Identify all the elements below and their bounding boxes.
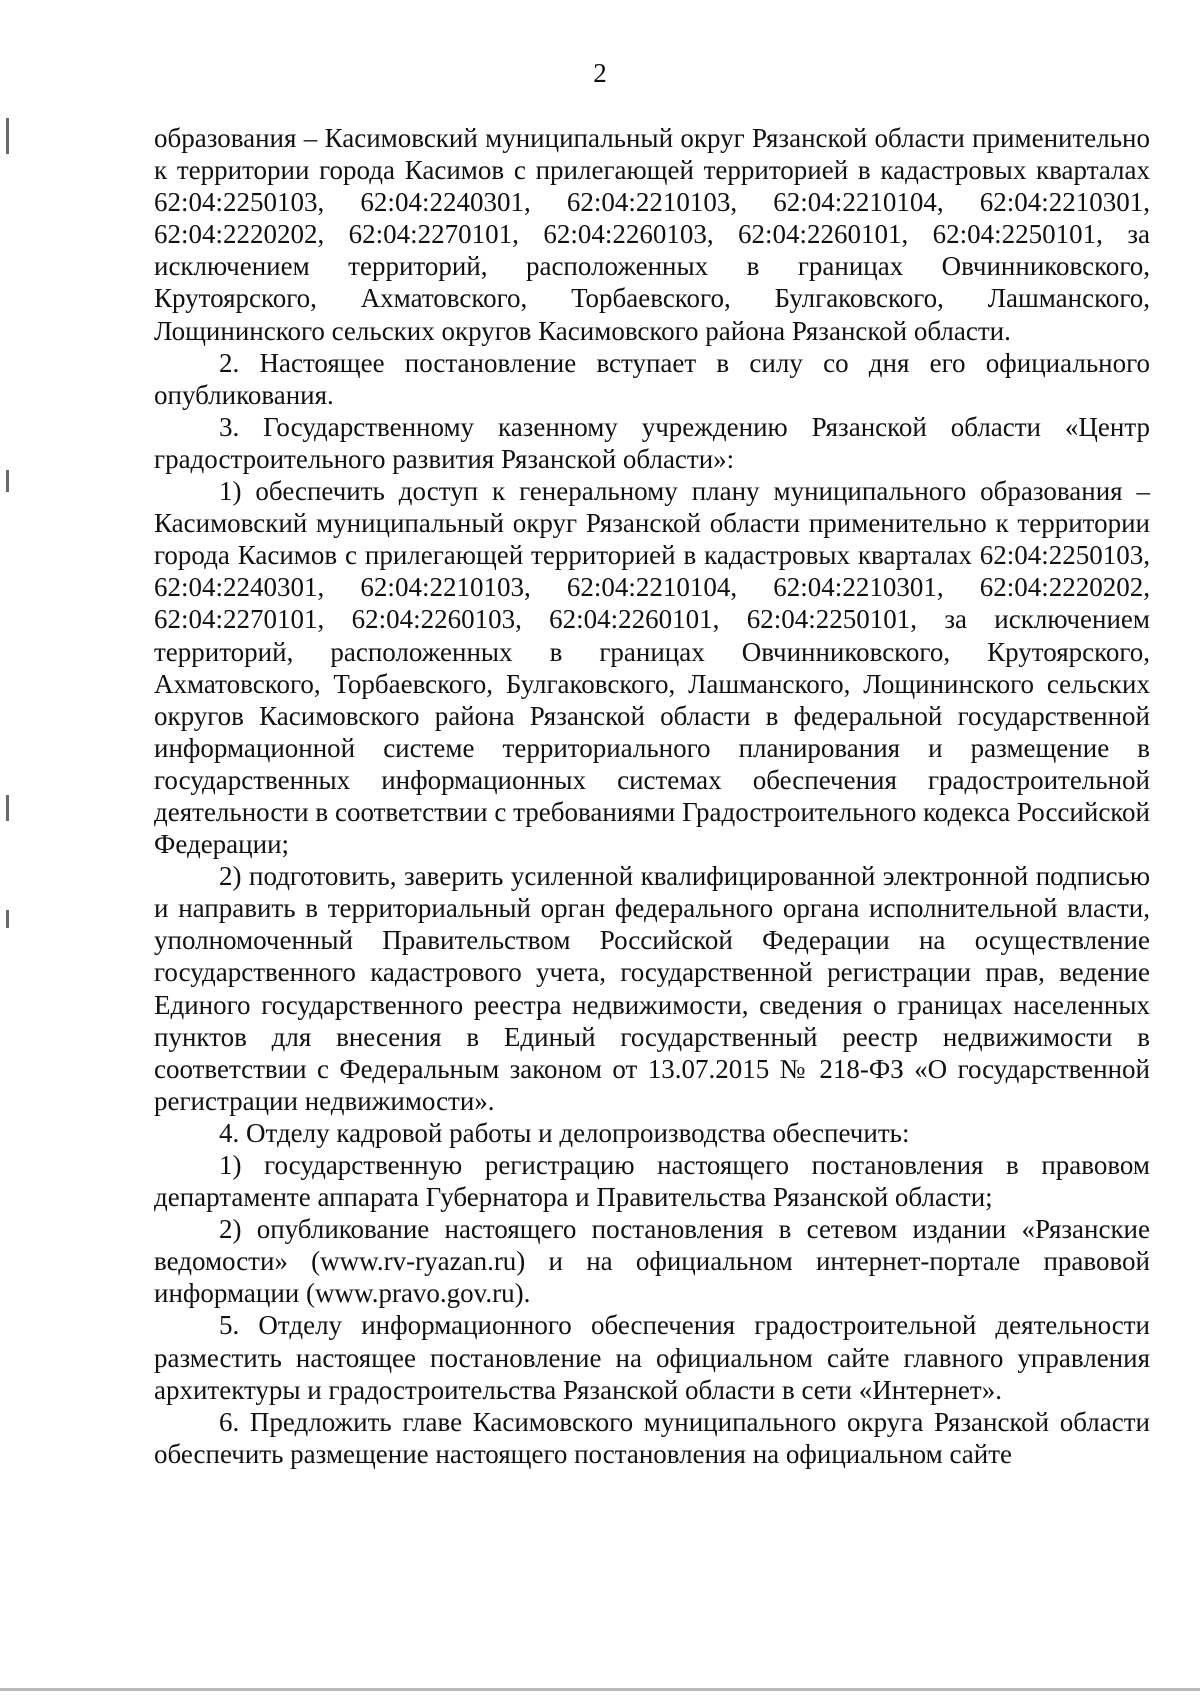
document-body	[154, 122, 1150, 1470]
paragraph-item-2: 2. Настоящее постановление вступает в силу со дня его официального опубликования.	[154, 347, 1150, 410]
paragraph-item-4-2: 2) опубликование настоящего постановления в сетевом издании «Рязанские ведомости» (www.rv-ryazan.ru) и на официальном интернет-портале правовой информации (www.pravo.gov.ru).	[154, 1214, 1150, 1309]
scan-edge-mark	[6, 910, 9, 928]
scan-edge-mark	[6, 118, 9, 154]
paragraph-item-3-1: 1) обеспечить доступ к генеральному плану муниципального образования – Касимовский муниципальный округ Рязанской области применительно к территории города Касимов с прилегающей территорией в кадастровых кварталах 62:04:2250103, 62:04:2240301, 62:04:2210103, 62:04:2210104, 62:04:2210301, 62:04:2220202, 62:04:2270101, 62:04:2260103, 62:04:2260101, 62:04:2250101, за исключением территорий, расположенных в границах Овчинниковского, Крутоярского, Ахматовского, Торбаевского, Булгаковского, Лашманского, Лощининского сельских округов Касимовского района Рязанской области в федеральной государственной информационной системе территориального планирования и размещение в государственных информационных системах обеспечения градостроительной деятельности в соответствии с требованиями Градостроительного кодекса Российской Федерации;	[154, 476, 1150, 860]
scan-bottom-edge	[0, 1688, 1200, 1691]
paragraph-item-4-1: 1) государственную регистрацию настоящего постановления в правовом департаменте аппарата Губернатора и Правительства Рязанской области;	[154, 1150, 1150, 1213]
paragraph-item-3: 3. Государственному казенному учреждению Рязанской области «Центр градостроительного развития Рязанской области»:	[154, 411, 1150, 474]
paragraph-item-4: 4. Отделу кадровой работы и делопроизводства обеспечить:	[219, 1117, 910, 1148]
paragraph-item-3-2: 2) подготовить, заверить усиленной квалифицированной электронной подписью и направить в территориальный орган федерального органа исполнительной власти, уполномоченный Правительством Российской Федерации на осуществление государственного кадастрового учета, государственной регистрации прав, ведение Единого государственного реестра недвижимости, сведения о границах населенных пунктов для внесения в Единый государственный реестр недвижимости в соответствии с Федеральным законом от 13.07.2015 № 218-ФЗ «О государственной регистрации недвижимости».	[154, 861, 1150, 1116]
paragraph-item-5: 5. Отделу информационного обеспечения градостроительной деятельности разместить настоящее постановление на официальном сайте главного управления архитектуры и градостроительства Рязанской области в сети «Интернет».	[154, 1310, 1150, 1405]
paragraph-item-6: 6. Предложить главе Касимовского муниципального округа Рязанской области обеспечить размещение настоящего постановления на официальном сайте	[154, 1406, 1150, 1469]
scan-edge-mark	[6, 795, 9, 821]
scan-edge-mark	[6, 470, 9, 492]
paragraph-continuation: образования – Касимовский муниципальный округ Рязанской области применительно к территории города Касимов с прилегающей территорией в кадастровых кварталах 62:04:2250103, 62:04:2240301, 62:04:2210103, 62:04:2210104, 62:04:2210301, 62:04:2220202, 62:04:2270101, 62:04:2260103, 62:04:2260101, 62:04:2250101, за исключением территорий, расположенных в границах Овчинниковского, Крутоярского, Ахматовского, Торбаевского, Булгаковского, Лашманского, Лощининского сельских округов Касимовского района Рязанской области.	[154, 123, 1150, 346]
page-number: 2	[593, 58, 607, 88]
